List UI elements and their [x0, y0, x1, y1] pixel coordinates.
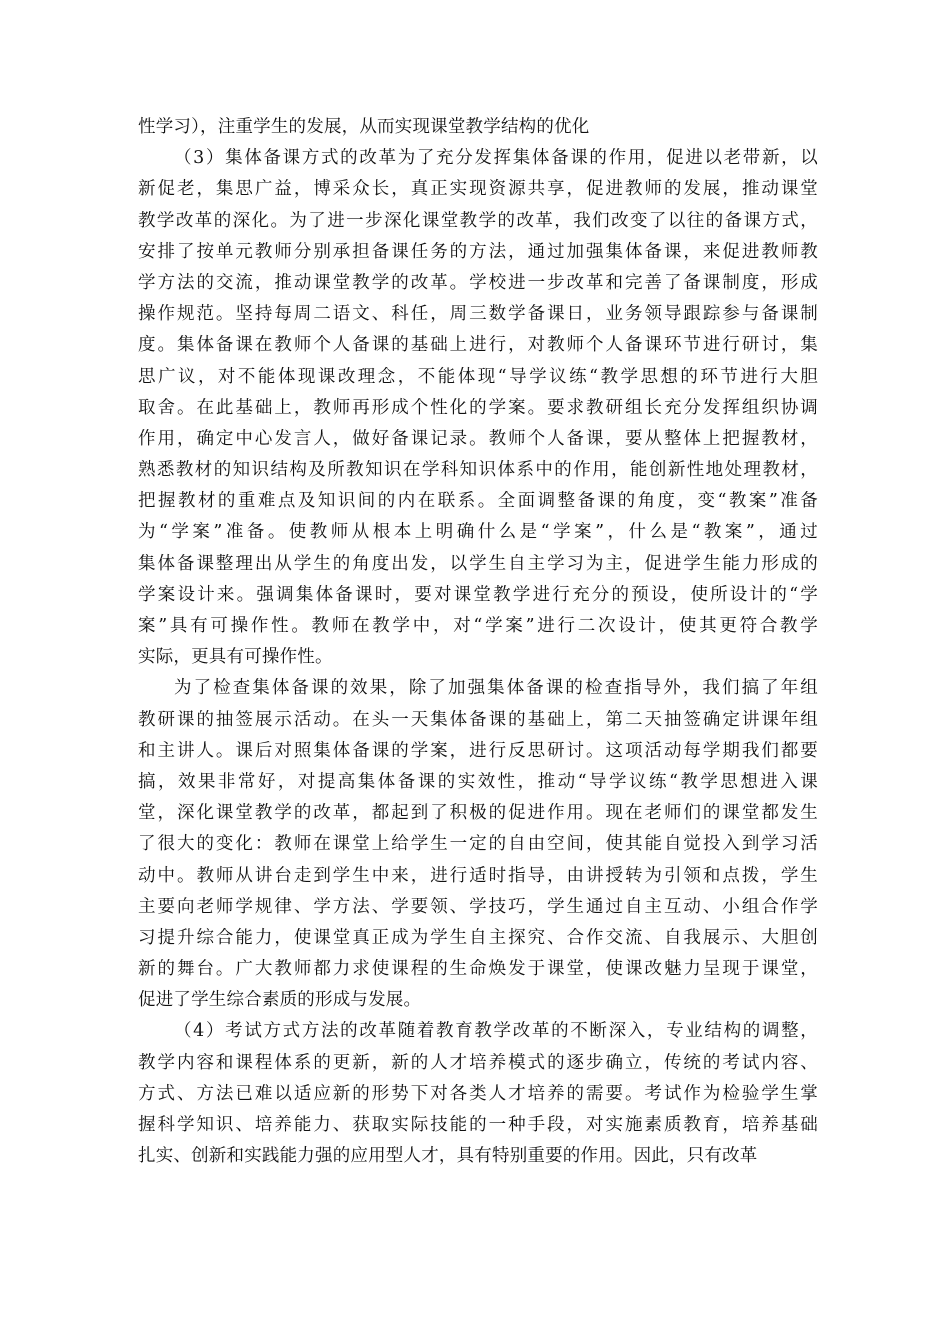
text-line: 学方法的交流，推动课堂教学的改革。学校进一步改革和完善了备课制度，形成 [138, 272, 818, 293]
text-line: 方式、方法已难以适应新的形势下对各类人才培养的需要。考试作为检验学生掌 [138, 1083, 818, 1104]
text-line: 搞，效果非常好，对提高集体备课的实效性，推动“导学议练“教学思想进入课 [138, 771, 818, 792]
text-line: 习提升综合能力，使课堂真正成为学生自主探究、合作交流、自我展示、大胆创 [138, 927, 818, 948]
text-line: 度。集体备课在教师个人备课的基础上进行，对教师个人备课环节进行研讨，集 [138, 335, 818, 356]
paragraph [138, 673, 818, 1016]
text-line: 思广议，对不能体现课改理念，不能体现“导学议练“教学思想的环节进行大胆 [138, 366, 818, 387]
text-line: 性学习），注重学生的发展，从而实现课堂教学结构的优化 [138, 117, 590, 137]
text-line: 和主讲人。课后对照集体备课的学案，进行反思研讨。这项活动每学期我们都要 [138, 740, 818, 761]
text-line: 安排了按单元教师分别承担备课任务的方法，通过加强集体备课，来促进教师教 [138, 241, 818, 262]
text-line: 集体备课整理出从学生的角度出发，以学生自主学习为主，促进学生能力形成的 [138, 553, 818, 574]
text-line: 熟悉教材的知识结构及所教知识在学科知识体系中的作用，能创新性地处理教材， [138, 460, 818, 481]
text-line: 把握教材的重难点及知识间的内在联系。全面调整备课的角度，变“教案”准备 [138, 491, 818, 512]
text-line: （4）考试方式方法的改革随着教育教学改革的不断深入，专业结构的调整， [174, 1021, 818, 1042]
text-line: 握科学知识、培养能力、获取实际技能的一种手段，对实施素质教育，培养基础 [138, 1115, 818, 1135]
text-line: 取舍。在此基础上，教师再形成个性化的学案。要求教研组长充分发挥组织协调 [138, 397, 818, 418]
document-page [138, 112, 818, 1172]
text-line: 了很大的变化：教师在课堂上给学生一定的自由空间，使其能自觉投入到学习活 [138, 834, 818, 855]
text-line: 为“学案”准备。使教师从根本上明确什么是“学案”，什么是“教案”，通过 [138, 522, 818, 543]
text-line: 作用，确定中心发言人，做好备课记录。教师个人备课，要从整体上把握教材， [138, 428, 818, 449]
text-line: 实际，更具有可操作性。 [138, 647, 333, 668]
text-line: 教学内容和课程体系的更新，新的人才培养模式的逐步确立，传统的考试内容、 [138, 1052, 818, 1073]
text-line: 新促老，集思广益，博采众长，真正实现资源共享，促进教师的发展，推动课堂 [138, 179, 818, 200]
text-line: 教学改革的深化。为了进一步深化课堂教学的改革，我们改变了以往的备课方式， [138, 210, 818, 231]
paragraph [138, 143, 818, 673]
text-line: 操作规范。坚持每周二语文、科任，周三数学备课日，业务领导跟踪参与备课制 [138, 304, 818, 325]
text-line: 案”具有可操作性。教师在教学中，对“学案”进行二次设计，使其更符合教学 [138, 616, 818, 636]
text-line: 堂，深化课堂教学的改革，都起到了积极的促进作用。现在老师们的课堂都发生 [138, 803, 818, 824]
text-line: 学案设计来。强调集体备课时，要对课堂教学进行充分的预设，使所设计的“学 [138, 584, 818, 605]
text-line: 教研课的抽签展示活动。在头一天集体备课的基础上，第二天抽签确定讲课年组 [138, 709, 818, 730]
text-line: 主要向老师学规律、学方法、学要领、学技巧，学生通过自主互动、小组合作学 [138, 896, 818, 917]
text-line: 扎实、创新和实践能力强的应用型人才，具有特别重要的作用。因此，只有改革 [138, 1146, 758, 1167]
paragraph [138, 1016, 818, 1172]
text-line: 为了检查集体备课的效果，除了加强集体备课的检查指导外，我们搞了年组 [174, 678, 818, 699]
text-line: 促进了学生综合素质的形成与发展。 [138, 990, 422, 1011]
text-line: 动中。教师从讲台走到学生中来，进行适时指导，由讲授转为引领和点拨，学生 [138, 865, 818, 886]
text-line: （3）集体备课方式的改革为了充分发挥集体备课的作用，促进以老带新，以 [174, 148, 818, 169]
paragraph [138, 112, 818, 143]
text-line: 新的舞台。广大教师都力求使课程的生命焕发于课堂，使课改魅力呈现于课堂， [138, 959, 818, 980]
